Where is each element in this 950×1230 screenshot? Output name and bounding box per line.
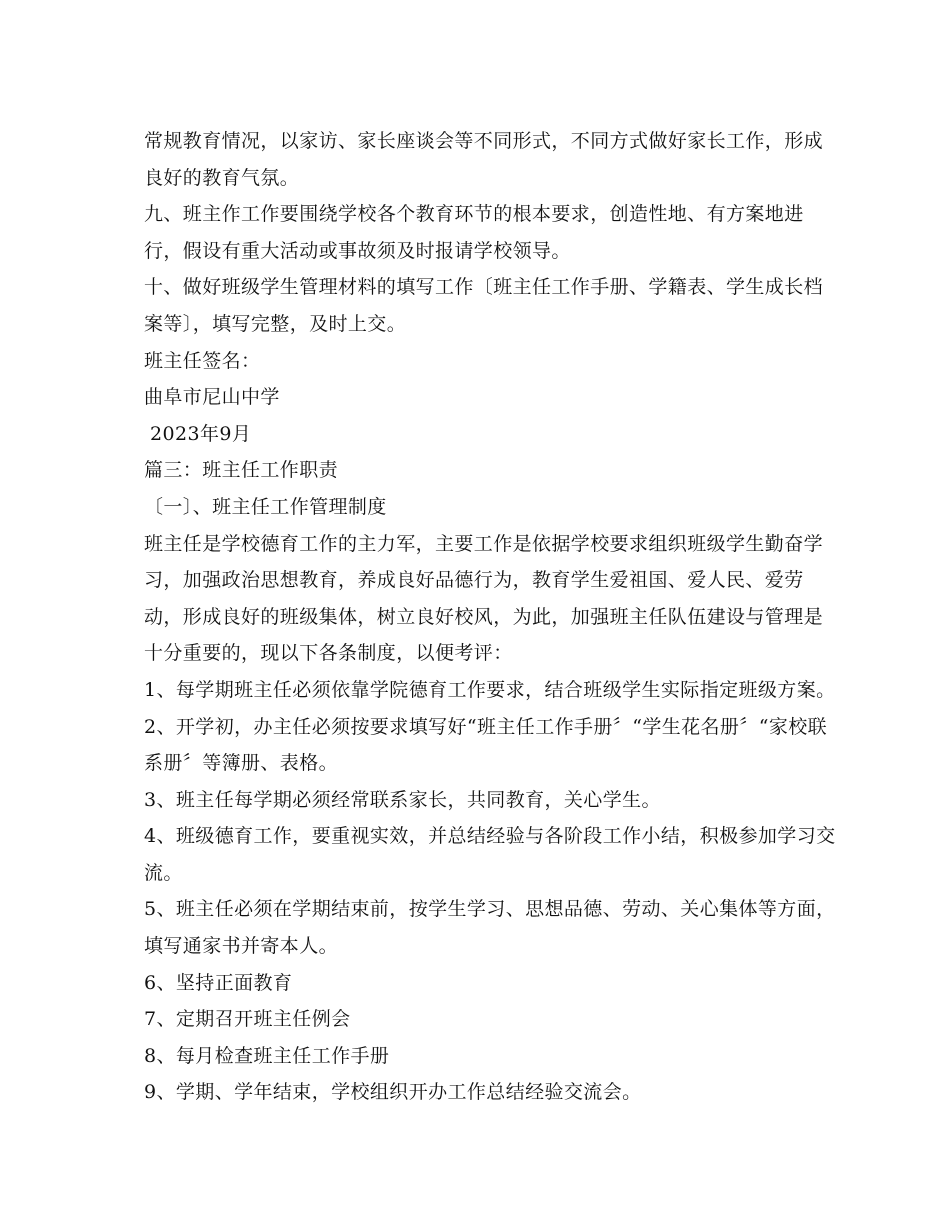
- text-line: 习，加强政治思想教育，养成良好品德行为，教育学生爱祖国、爱人民、爱劳: [144, 569, 804, 592]
- school-name: 曲阜市尼山中学: [144, 386, 280, 409]
- list-item: 5、班主任必须在学期结束前，按学生学习、思想品德、劳动、关心集体等方面，: [144, 898, 836, 921]
- text-line: 常规教育情况，以家访、家长座谈会等不同形式，不同方式做好家长工作，形成: [144, 130, 824, 152]
- text-line: 行，假设有重大活动或事故须及时报请学校领导。: [144, 239, 571, 262]
- list-item: 6、坚持正面教育: [144, 971, 293, 994]
- document-body: [144, 123, 836, 1111]
- section-heading: 篇三：班主任工作职责: [144, 459, 339, 482]
- text-line: 十分重要的，现以下各条制度，以便考评：: [144, 642, 513, 665]
- list-item-continuation: 填写通家书并寄本人。: [144, 935, 339, 958]
- signature-label: 班主任签名：: [144, 349, 261, 372]
- list-item-continuation: 流。: [144, 861, 183, 884]
- text-line: 九、班主作工作要围绕学校各个教育环节的根本要求，创造性地、有方案地进: [144, 203, 804, 226]
- list-item: 4、班级德育工作，要重视实效，并总结经验与各阶段工作小结，积极参加学习交: [144, 825, 836, 848]
- list-item: 9、学期、学年结束，学校组织开办工作总结经验交流会。: [144, 1081, 642, 1104]
- list-item: 8、每月检查班主任工作手册: [144, 1044, 390, 1067]
- text-line: 班主任是学校德育工作的主力军，主要工作是依据学校要求组织班级学生勤奋学: [144, 532, 824, 555]
- text-line: 良好的教育气氛。: [144, 166, 300, 189]
- list-item-continuation: 系册〞等簿册、表格。: [144, 752, 339, 775]
- list-item: 1、每学期班主任必须依靠学院德育工作要求，结合班级学生实际指定班级方案。: [144, 678, 836, 701]
- list-item: 7、定期召开班主任例会: [144, 1008, 351, 1031]
- text-line: 案等〕，填写完整，及时上交。: [144, 312, 407, 335]
- text-line: 动，形成良好的班级集体，树立良好校风，为此，加强班主任队伍建设与管理是: [144, 605, 824, 628]
- subsection-heading: 〔一〕、班主任工作管理制度: [144, 495, 387, 518]
- text-line: 十、做好班级学生管理材料的填写工作〔班主任工作手册、学籍表、学生成长档: [144, 276, 824, 299]
- document-date: 2023年9月: [150, 422, 252, 445]
- list-item: 2、开学初，办主任必须按要求填写好“班主任工作手册〞“学生花名册〞“家校联: [144, 715, 828, 738]
- list-item: 3、班主任每学期必须经常联系家长，共同教育，关心学生。: [144, 788, 661, 811]
